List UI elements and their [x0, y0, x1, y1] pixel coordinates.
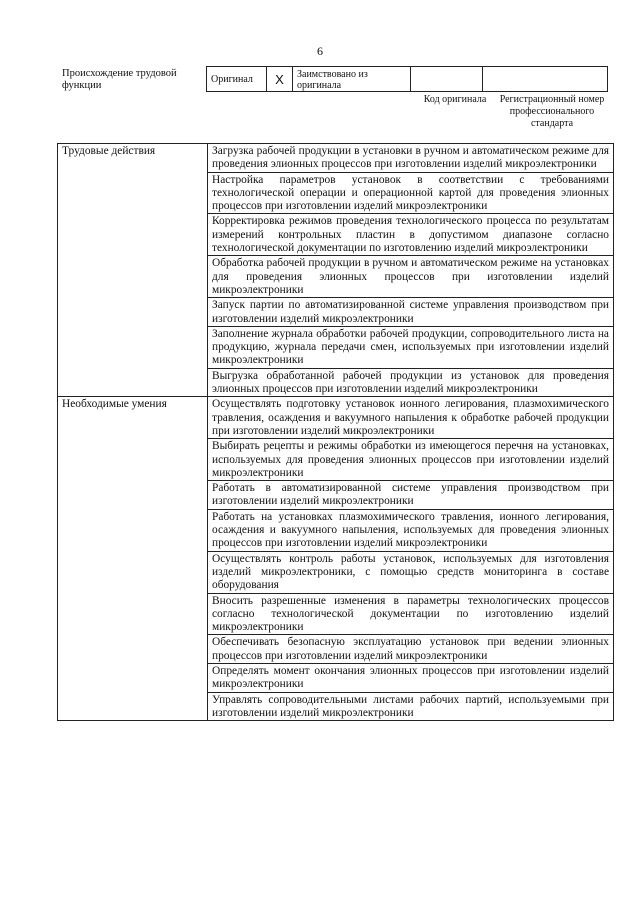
reg-number-caption: Регистрационный номер профессионального стандарта	[499, 94, 605, 129]
row-text: Запуск партии по автоматизированной системе управления производством при изготовлении изделий микроэлектроники	[208, 298, 614, 327]
table-row	[58, 144, 614, 173]
row-text: Работать в автоматизированной системе управления производством при изготовлении изделий микроэлектроники	[208, 481, 614, 510]
row-text: Управлять сопроводительными листами рабочих партий, используемыми при изготовлении изделий микроэлектроники	[208, 692, 614, 721]
origin-borrowed: Заимствовано из оригинала	[293, 67, 411, 91]
row-text: Вносить разрешенные изменения в параметры технологических процессов согласно технологической документации по изготовлению изделий микроэлектроники	[208, 593, 614, 635]
row-text: Обработка рабочей продукции в ручном и автоматическом режиме на установках для проведения элионных процессов при изготовлении изделий микроэлектроники	[208, 256, 614, 298]
row-text: Загрузка рабочей продукции в установки в ручном и автоматическом режиме для проведения элионных процессов при изготовлении изделий микроэлектроники	[208, 144, 614, 173]
row-text: Работать на установках плазмохимического травления, ионного легирования, осаждения и вакуумного напыления, используемых для проведения элионных процессов при изготовлении изделий микроэлектроники	[208, 509, 614, 551]
origin-label: Происхождение трудовой функции	[62, 68, 177, 91]
origin-box	[206, 66, 608, 92]
row-text: Осуществлять подготовку установок ионного легирования, плазмохимического травления, осаждения и вакуумного напыления к обработке рабочей продукции при изготовлении изделий микроэлектроники	[208, 397, 614, 439]
origin-mark: X	[267, 67, 293, 91]
table-row	[58, 397, 614, 439]
origin-original: Оригинал	[207, 67, 267, 91]
row-text: Выгрузка обработанной рабочей продукции из установок для проведения элионных процессов при изготовлении изделий микроэлектроники	[208, 368, 614, 397]
row-text: Осуществлять контроль работы установок, используемых для изготовления изделий микроэлектроники, с помощью средств мониторинга в составе оборудования	[208, 551, 614, 593]
row-text: Настройка параметров установок в соответствии с требованиями технологической операции и операционной картой для проведения элионных процессов при изготовлении изделий микроэлектроники	[208, 172, 614, 214]
section-label: Трудовые действия	[58, 144, 208, 397]
origin-reg-cell	[483, 67, 607, 91]
section-label: Необходимые умения	[58, 397, 208, 721]
code-caption: Код оригинала	[423, 94, 487, 105]
row-text: Определять момент окончания элионных процессов при изготовлении изделий микроэлектроники	[208, 663, 614, 692]
row-text: Выбирать рецепты и режимы обработки из имеющегося перечня на установках, используемых для проведения элионных процессов при изготовлении изделий микроэлектроники	[208, 439, 614, 481]
row-text: Обеспечивать безопасную эксплуатацию установок при ведении элионных процессов при изготовлении изделий микроэлектроники	[208, 635, 614, 664]
origin-code-cell	[411, 67, 483, 91]
row-text: Заполнение журнала обработки рабочей продукции, сопроводительного листа на продукцию, журнала передачи смен, используемых при изготовлении изделий микроэлектроники	[208, 326, 614, 368]
function-table	[57, 143, 614, 721]
row-text: Корректировка режимов проведения технологического процесса по результатам измерений контрольных пластин в допустимом диапазоне согласно технологической документации по изготовлению изделий микроэлектроники	[208, 214, 614, 256]
page-number: 6	[317, 44, 323, 58]
